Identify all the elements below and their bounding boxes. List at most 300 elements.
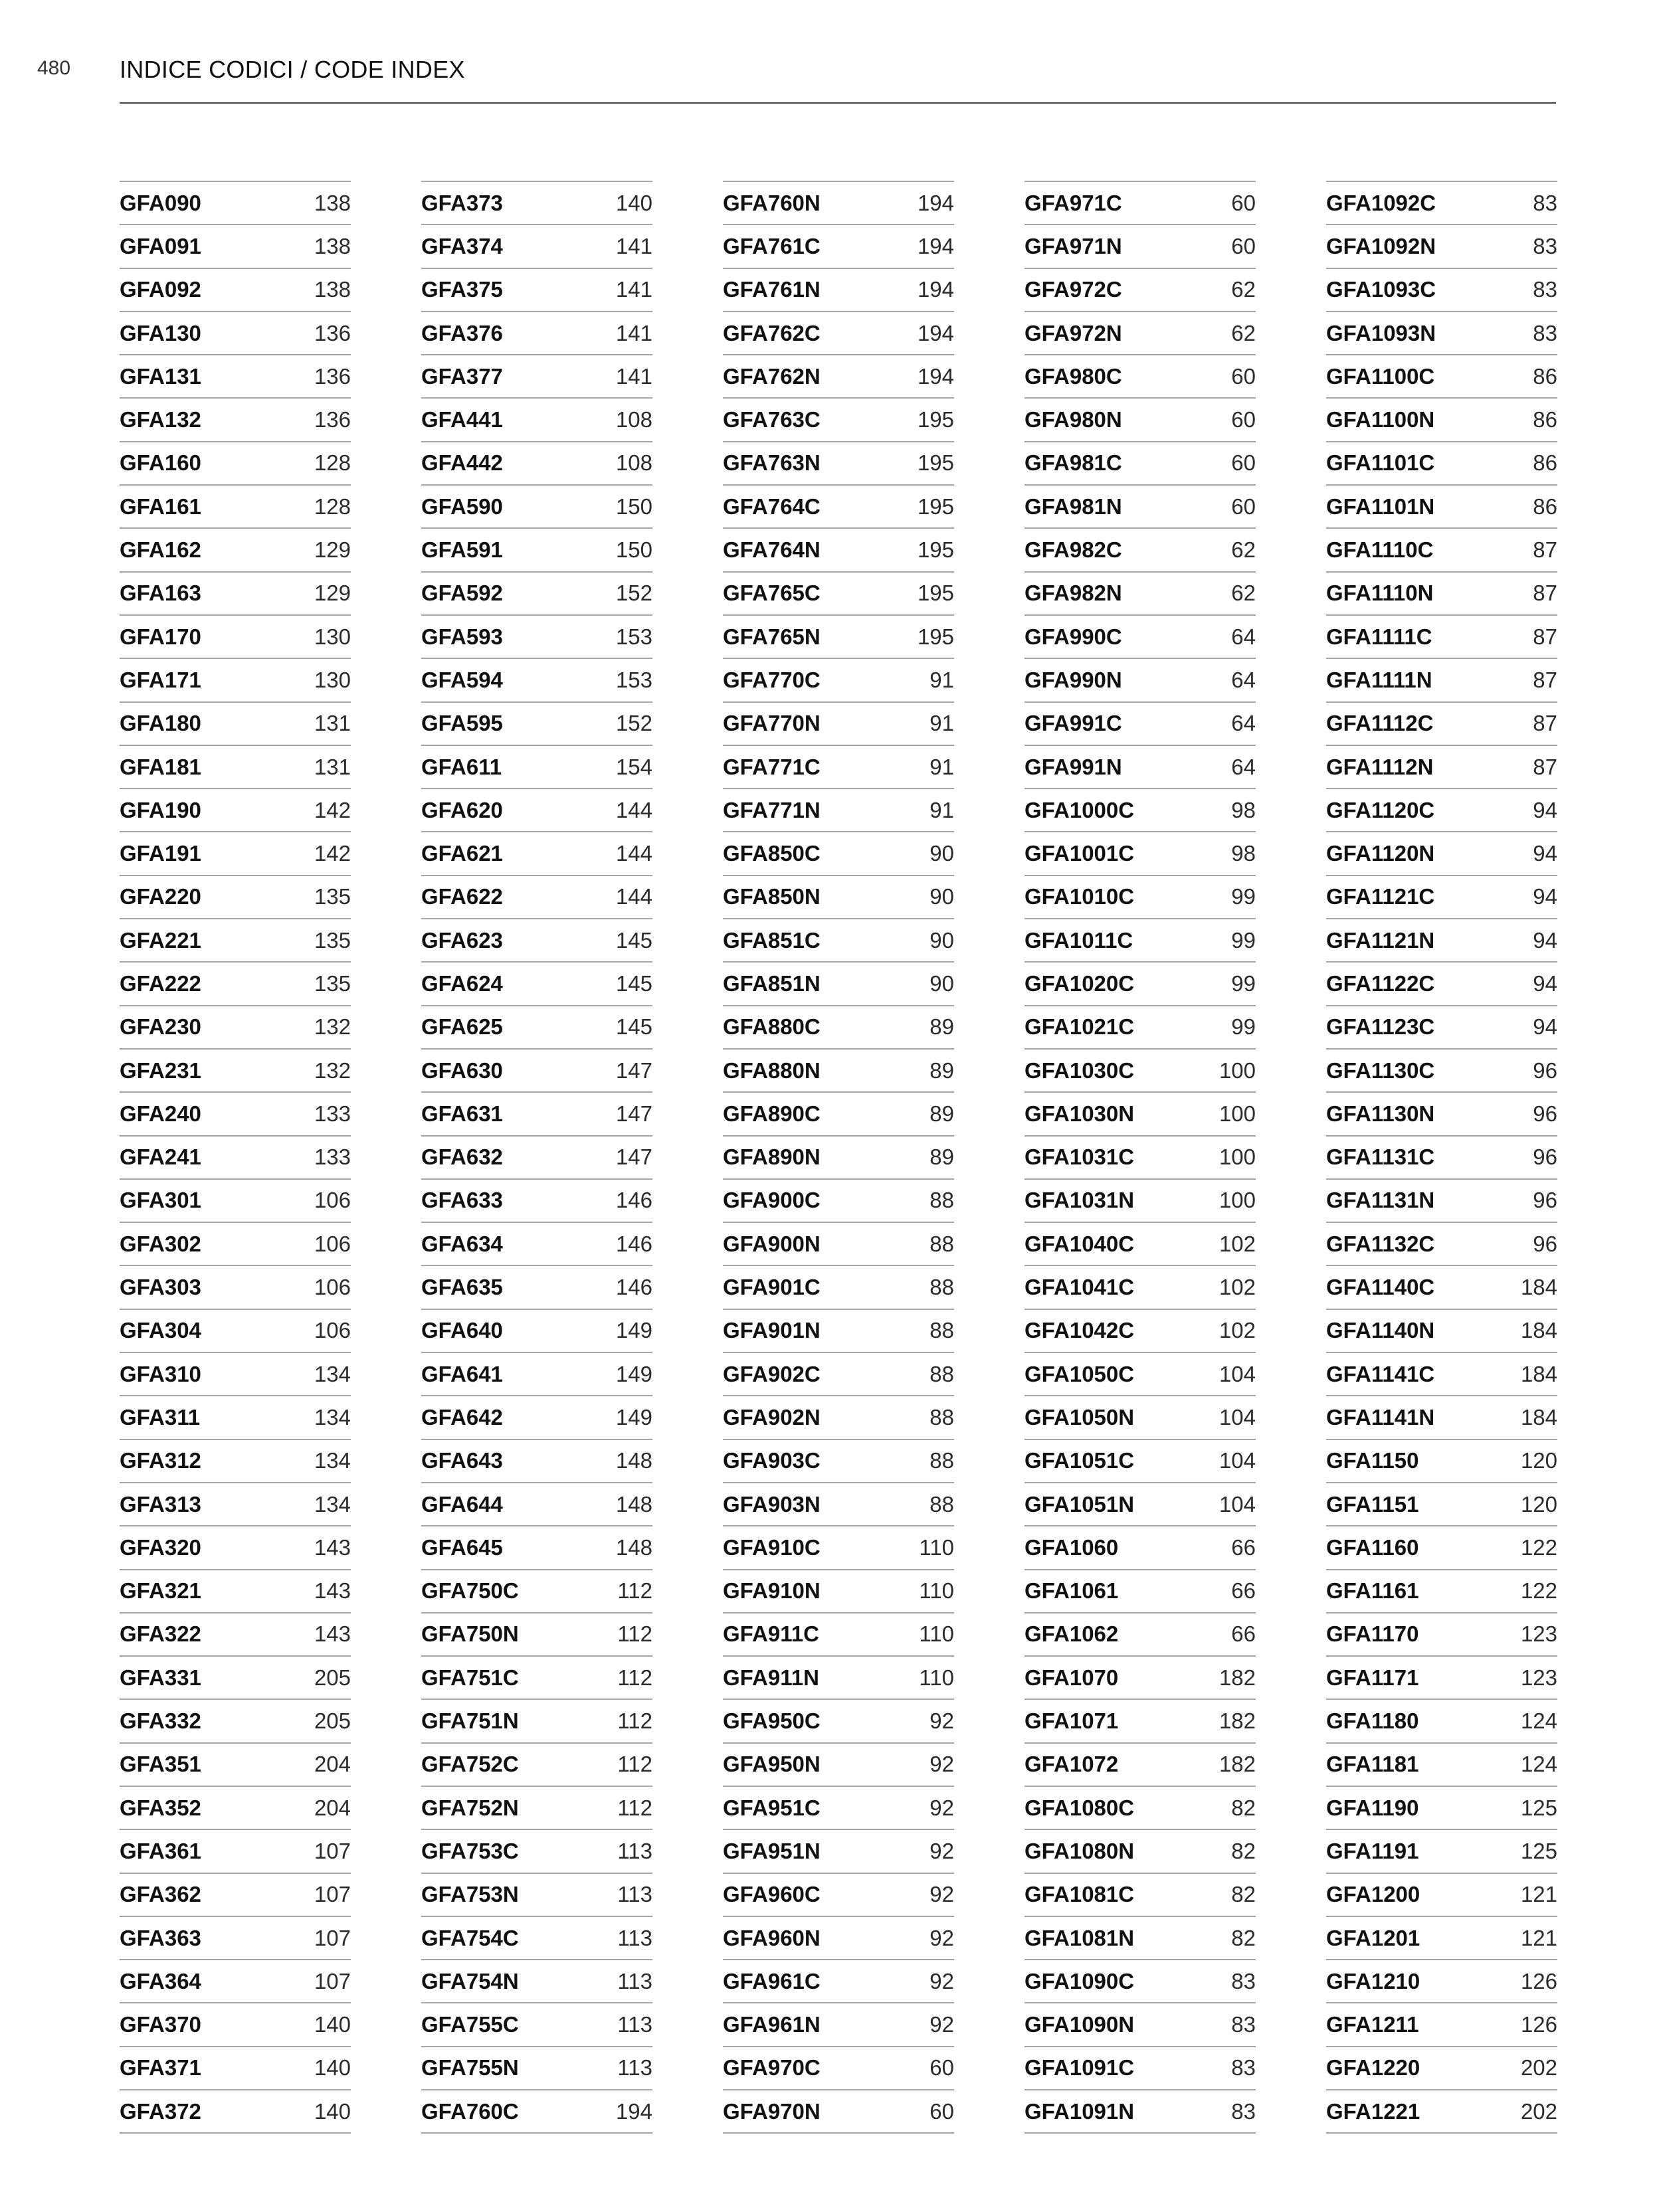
- index-row: [421, 1744, 652, 1787]
- index-row: [120, 963, 351, 1006]
- page-reference: 91: [929, 711, 954, 736]
- index-row: [120, 1093, 351, 1136]
- product-code: GFA1141N: [1326, 1404, 1435, 1429]
- index-row: [1025, 963, 1256, 1006]
- index-row: [1025, 2003, 1256, 2047]
- index-row: [1326, 1526, 1557, 1570]
- product-code: GFA1010C: [1025, 884, 1135, 909]
- index-row: [421, 529, 652, 572]
- page-reference: 195: [917, 624, 954, 649]
- product-code: GFA982N: [1025, 581, 1122, 606]
- product-code: GFA230: [120, 1014, 201, 1040]
- index-row: [723, 789, 954, 832]
- index-row: [723, 1310, 954, 1353]
- page-reference: 123: [1520, 1621, 1557, 1647]
- product-code: GFA301: [120, 1188, 201, 1213]
- index-row: [1025, 529, 1256, 572]
- page-reference: 86: [1533, 494, 1557, 519]
- index-row: [1326, 1830, 1557, 1873]
- page-reference: 138: [314, 277, 351, 302]
- index-row: [421, 355, 652, 399]
- page-reference: 88: [929, 1275, 954, 1300]
- product-code: GFA320: [120, 1534, 201, 1560]
- product-code: GFA1130N: [1326, 1101, 1435, 1126]
- index-row: [1025, 1396, 1256, 1439]
- product-code: GFA890C: [723, 1101, 821, 1126]
- page-reference: 94: [1533, 1014, 1557, 1040]
- page-reference: 142: [314, 841, 351, 866]
- index-row: [723, 1483, 954, 1526]
- index-row: [1025, 1874, 1256, 1917]
- product-code: GFA1120C: [1326, 797, 1435, 822]
- page-reference: 112: [617, 1795, 652, 1820]
- index-row: [120, 2003, 351, 2047]
- product-code: GFA1171: [1326, 1665, 1419, 1690]
- index-row: [723, 616, 954, 659]
- page-reference: 205: [314, 1665, 351, 1690]
- product-code: GFA1071: [1025, 1708, 1119, 1734]
- product-code: GFA1211: [1326, 2012, 1419, 2037]
- page-reference: 152: [615, 581, 652, 606]
- page-reference: 60: [929, 2055, 954, 2080]
- page-reference: 98: [1231, 797, 1256, 822]
- product-code: GFA623: [421, 927, 503, 953]
- page-reference: 125: [1520, 1795, 1557, 1820]
- product-code: GFA1131C: [1326, 1145, 1435, 1170]
- product-code: GFA641: [421, 1361, 503, 1386]
- index-row: [120, 832, 351, 876]
- index-row: [421, 225, 652, 268]
- product-code: GFA1041C: [1025, 1275, 1135, 1300]
- index-row: [120, 399, 351, 442]
- product-code: GFA1181: [1326, 1752, 1419, 1777]
- page-reference: 144: [615, 884, 652, 909]
- page-reference: 102: [1219, 1231, 1256, 1256]
- index-row: [723, 486, 954, 529]
- index-row: [120, 269, 351, 312]
- product-code: GFA1081N: [1025, 1925, 1135, 1950]
- product-code: GFA1110N: [1326, 581, 1434, 606]
- index-row: [421, 876, 652, 919]
- page-reference: 145: [615, 927, 652, 953]
- index-row: [120, 1700, 351, 1743]
- page-reference: 135: [314, 970, 351, 996]
- page-reference: 136: [314, 320, 351, 345]
- page-reference: 136: [314, 407, 351, 432]
- index-row: [421, 399, 652, 442]
- product-code: GFA1091C: [1025, 2055, 1135, 2080]
- page-reference: 148: [615, 1448, 652, 1473]
- index-row: [1025, 1657, 1256, 1700]
- page-number: 480: [37, 57, 71, 79]
- page-reference: 82: [1231, 1925, 1256, 1950]
- index-row: [723, 1093, 954, 1136]
- product-code: GFA1150: [1326, 1448, 1419, 1473]
- page-reference: 195: [917, 450, 954, 476]
- page-reference: 100: [1219, 1145, 1256, 1170]
- index-row: [120, 2047, 351, 2090]
- index-row: [1025, 746, 1256, 789]
- index-row: [1326, 616, 1557, 659]
- product-code: GFA991C: [1025, 711, 1122, 736]
- product-code: GFA1210: [1326, 1968, 1420, 1993]
- page-reference: 83: [1533, 277, 1557, 302]
- page-reference: 110: [919, 1578, 954, 1604]
- product-code: GFA880N: [723, 1058, 821, 1083]
- product-code: GFA222: [120, 970, 201, 996]
- index-row: [421, 1526, 652, 1570]
- product-code: GFA181: [120, 754, 201, 779]
- page-reference: 62: [1231, 537, 1256, 563]
- page-reference: 87: [1533, 624, 1557, 649]
- index-row: [1326, 1006, 1557, 1050]
- index-row: [421, 442, 652, 486]
- product-code: GFA632: [421, 1145, 503, 1170]
- index-row: [1326, 486, 1557, 529]
- product-code: GFA1040C: [1025, 1231, 1135, 1256]
- product-code: GFA752C: [421, 1752, 519, 1777]
- page-reference: 92: [929, 1708, 954, 1734]
- index-row: [421, 1137, 652, 1180]
- page-reference: 90: [929, 884, 954, 909]
- product-code: GFA1051N: [1025, 1491, 1135, 1517]
- product-code: GFA770N: [723, 711, 821, 736]
- index-row: [421, 1874, 652, 1917]
- page-reference: 86: [1533, 407, 1557, 432]
- page-reference: 132: [314, 1014, 351, 1040]
- page-reference: 82: [1231, 1795, 1256, 1820]
- index-row: [421, 1440, 652, 1483]
- index-row: [421, 1657, 652, 1700]
- index-row: [1025, 1353, 1256, 1396]
- index-row: [1326, 529, 1557, 572]
- index-row: [1326, 1353, 1557, 1396]
- page-reference: 62: [1231, 581, 1256, 606]
- index-row: [421, 1700, 652, 1743]
- index-row: [421, 2003, 652, 2047]
- page-reference: 138: [314, 233, 351, 258]
- page-reference: 86: [1533, 450, 1557, 476]
- product-code: GFA981C: [1025, 450, 1122, 476]
- product-code: GFA1093C: [1326, 277, 1436, 302]
- product-code: GFA190: [120, 797, 201, 822]
- page-reference: 83: [1231, 2098, 1256, 2124]
- index-row: [120, 1483, 351, 1526]
- product-code: GFA1001C: [1025, 841, 1135, 866]
- product-code: GFA1093N: [1326, 320, 1436, 345]
- page-reference: 99: [1231, 884, 1256, 909]
- index-row: [120, 876, 351, 919]
- index-row: [723, 659, 954, 702]
- page-reference: 149: [615, 1361, 652, 1386]
- index-row: [1326, 2090, 1557, 2134]
- product-code: GFA1080N: [1025, 1838, 1135, 1863]
- page-reference: 184: [1520, 1318, 1557, 1343]
- page-reference: 96: [1533, 1101, 1557, 1126]
- product-code: GFA231: [120, 1058, 201, 1083]
- page-reference: 148: [615, 1491, 652, 1517]
- index-row: [421, 1613, 652, 1657]
- index-row: [1326, 876, 1557, 919]
- index-row: [723, 1744, 954, 1787]
- product-code: GFA630: [421, 1058, 503, 1083]
- index-row: [120, 1137, 351, 1180]
- index-row: [421, 1830, 652, 1873]
- page-reference: 94: [1533, 841, 1557, 866]
- index-row: [1025, 703, 1256, 746]
- product-code: GFA303: [120, 1275, 201, 1300]
- product-code: GFA374: [421, 233, 503, 258]
- page-reference: 60: [1231, 407, 1256, 432]
- page-reference: 89: [929, 1145, 954, 1170]
- page-reference: 140: [314, 2012, 351, 2037]
- page-reference: 64: [1231, 754, 1256, 779]
- index-row: [120, 355, 351, 399]
- index-row: [120, 1613, 351, 1657]
- page-reference: 88: [929, 1404, 954, 1429]
- page-reference: 90: [929, 970, 954, 996]
- product-code: GFA763N: [723, 450, 821, 476]
- page-reference: 152: [615, 711, 652, 736]
- index-row: [120, 1006, 351, 1050]
- index-row: [1326, 1613, 1557, 1657]
- index-row: [1326, 1180, 1557, 1223]
- page-reference: 92: [929, 1838, 954, 1863]
- page-reference: 113: [617, 2055, 652, 2080]
- page-reference: 184: [1520, 1404, 1557, 1429]
- index-row: [120, 1223, 351, 1266]
- page-reference: 91: [929, 754, 954, 779]
- product-code: GFA441: [421, 407, 503, 432]
- product-code: GFA1100N: [1326, 407, 1435, 432]
- product-code: GFA240: [120, 1101, 201, 1126]
- page-reference: 60: [1231, 190, 1256, 215]
- product-code: GFA1100C: [1326, 363, 1435, 389]
- product-code: GFA304: [120, 1318, 201, 1343]
- page-reference: 141: [615, 363, 652, 389]
- product-code: GFA1091N: [1025, 2098, 1135, 2124]
- page-reference: 82: [1231, 1838, 1256, 1863]
- product-code: GFA1072: [1025, 1752, 1119, 1777]
- index-row: [1025, 919, 1256, 963]
- product-code: GFA990C: [1025, 624, 1122, 649]
- product-code: GFA1123C: [1326, 1014, 1435, 1040]
- index-row: [421, 1353, 652, 1396]
- index-row: [120, 1266, 351, 1309]
- page-reference: 128: [314, 494, 351, 519]
- page-reference: 125: [1520, 1838, 1557, 1863]
- product-code: GFA1191: [1326, 1838, 1419, 1863]
- page-reference: 104: [1219, 1448, 1256, 1473]
- page-reference: 107: [314, 1968, 351, 1993]
- product-code: GFA1080C: [1025, 1795, 1135, 1820]
- index-row: [1326, 1700, 1557, 1743]
- page-reference: 90: [929, 841, 954, 866]
- index-row: [723, 529, 954, 572]
- page-reference: 138: [314, 190, 351, 215]
- page-reference: 122: [1520, 1578, 1557, 1604]
- product-code: GFA911N: [723, 1665, 819, 1690]
- index-row: [723, 1787, 954, 1830]
- product-code: GFA972C: [1025, 277, 1122, 302]
- index-row: [421, 919, 652, 963]
- product-code: GFA970C: [723, 2055, 821, 2080]
- index-row: [1326, 1137, 1557, 1180]
- product-code: GFA241: [120, 1145, 201, 1170]
- index-row: [421, 1570, 652, 1613]
- index-row: [723, 1006, 954, 1050]
- product-code: GFA180: [120, 711, 201, 736]
- index-row: [120, 703, 351, 746]
- index-row: [120, 1310, 351, 1353]
- index-row: [1326, 1570, 1557, 1613]
- product-code: GFA633: [421, 1188, 503, 1213]
- page-reference: 92: [929, 1925, 954, 1950]
- index-column: [1025, 181, 1256, 2134]
- index-row: [421, 1266, 652, 1309]
- product-code: GFA1000C: [1025, 797, 1135, 822]
- page-reference: 153: [615, 624, 652, 649]
- index-row: [723, 269, 954, 312]
- index-row: [421, 746, 652, 789]
- page-reference: 204: [314, 1752, 351, 1777]
- index-row: [120, 1050, 351, 1093]
- index-row: [723, 182, 954, 225]
- index-row: [120, 486, 351, 529]
- page-reference: 121: [1520, 1925, 1557, 1950]
- index-row: [1326, 2047, 1557, 2090]
- product-code: GFA764N: [723, 537, 821, 563]
- page-reference: 92: [929, 1882, 954, 1907]
- page-reference: 92: [929, 1968, 954, 1993]
- product-code: GFA622: [421, 884, 503, 909]
- product-code: GFA980C: [1025, 363, 1122, 389]
- page-reference: 94: [1533, 927, 1557, 953]
- product-code: GFA1180: [1326, 1708, 1419, 1734]
- page-reference: 92: [929, 1795, 954, 1820]
- index-row: [421, 1093, 652, 1136]
- product-code: GFA851N: [723, 970, 821, 996]
- page-title: INDICE CODICI / CODE INDEX: [120, 56, 465, 83]
- page-reference: 91: [929, 797, 954, 822]
- index-row: [723, 1440, 954, 1483]
- product-code: GFA1090N: [1025, 2012, 1135, 2037]
- page-reference: 108: [615, 450, 652, 476]
- index-column: [421, 181, 652, 2134]
- index-row: [723, 1180, 954, 1223]
- index-row: [723, 1700, 954, 1743]
- product-code: GFA901C: [723, 1275, 821, 1300]
- index-row: [120, 1657, 351, 1700]
- page-reference: 204: [314, 1795, 351, 1820]
- product-code: GFA755C: [421, 2012, 519, 2037]
- code-index-columns: [120, 181, 1557, 2134]
- page-reference: 96: [1533, 1058, 1557, 1083]
- page-reference: 96: [1533, 1188, 1557, 1213]
- index-row: [1326, 2003, 1557, 2047]
- index-row: [421, 1483, 652, 1526]
- index-row: [723, 919, 954, 963]
- product-code: GFA751N: [421, 1708, 519, 1734]
- page-reference: 131: [314, 711, 351, 736]
- index-row: [1326, 573, 1557, 616]
- index-row: [120, 919, 351, 963]
- page-reference: 88: [929, 1188, 954, 1213]
- index-row: [723, 1613, 954, 1657]
- page-reference: 88: [929, 1491, 954, 1517]
- page-reference: 121: [1520, 1882, 1557, 1907]
- product-code: GFA750C: [421, 1578, 519, 1604]
- product-code: GFA131: [120, 363, 201, 389]
- page-reference: 147: [615, 1058, 652, 1083]
- product-code: GFA1140N: [1326, 1318, 1435, 1343]
- page-reference: 194: [917, 277, 954, 302]
- index-row: [723, 1266, 954, 1309]
- page-reference: 94: [1533, 970, 1557, 996]
- product-code: GFA950N: [723, 1752, 821, 1777]
- product-code: GFA362: [120, 1882, 201, 1907]
- page-reference: 113: [617, 1838, 652, 1863]
- product-code: GFA163: [120, 581, 201, 606]
- page-reference: 195: [917, 494, 954, 519]
- index-row: [723, 963, 954, 1006]
- index-row: [120, 225, 351, 268]
- product-code: GFA1090C: [1025, 1968, 1135, 1993]
- page-reference: 202: [1520, 2098, 1557, 2124]
- index-row: [1326, 312, 1557, 355]
- page-reference: 132: [314, 1058, 351, 1083]
- index-row: [421, 182, 652, 225]
- page-reference: 144: [615, 797, 652, 822]
- product-code: GFA754N: [421, 1968, 519, 1993]
- product-code: GFA321: [120, 1578, 201, 1604]
- index-row: [421, 789, 652, 832]
- page-reference: 148: [615, 1534, 652, 1560]
- index-row: [421, 1180, 652, 1223]
- page-reference: 150: [615, 494, 652, 519]
- page-reference: 60: [1231, 233, 1256, 258]
- page-reference: 113: [617, 1968, 652, 1993]
- page-reference: 83: [1231, 1968, 1256, 1993]
- page-reference: 145: [615, 970, 652, 996]
- page-reference: 60: [929, 2098, 954, 2124]
- index-row: [1025, 312, 1256, 355]
- product-code: GFA1050C: [1025, 1361, 1135, 1386]
- product-code: GFA640: [421, 1318, 503, 1343]
- product-code: GFA752N: [421, 1795, 519, 1820]
- page-reference: 195: [917, 407, 954, 432]
- page-reference: 60: [1231, 450, 1256, 476]
- page-reference: 99: [1231, 927, 1256, 953]
- index-row: [1025, 789, 1256, 832]
- page-reference: 134: [314, 1361, 351, 1386]
- page-reference: 66: [1231, 1621, 1256, 1647]
- index-row: [723, 312, 954, 355]
- product-code: GFA161: [120, 494, 201, 519]
- product-code: GFA763C: [723, 407, 821, 432]
- product-code: GFA761N: [723, 277, 821, 302]
- index-row: [120, 1787, 351, 1830]
- index-row: [1025, 1180, 1256, 1223]
- product-code: GFA1200: [1326, 1882, 1420, 1907]
- product-code: GFA377: [421, 363, 503, 389]
- index-row: [1025, 486, 1256, 529]
- product-code: GFA372: [120, 2098, 201, 2124]
- index-row: [1326, 1874, 1557, 1917]
- product-code: GFA594: [421, 667, 503, 692]
- page-reference: 87: [1533, 711, 1557, 736]
- product-code: GFA751C: [421, 1665, 519, 1690]
